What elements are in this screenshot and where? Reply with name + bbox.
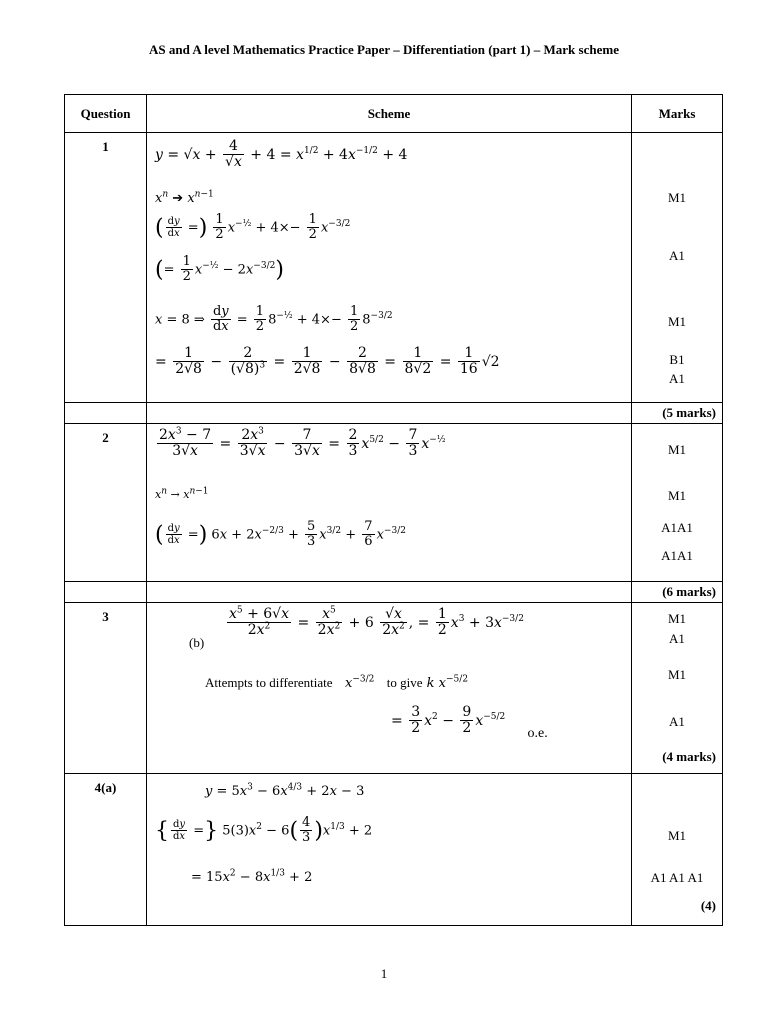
question-1-total-row	[65, 403, 723, 424]
question-4a-number: 4(a)	[65, 774, 147, 926]
question-2-number: 2	[65, 424, 147, 582]
header-marks: Marks	[632, 95, 723, 133]
q3-line-1: $\frac{x^5 + 6√x}{2x^2}$ = $\frac{x^5}{2x^2}$ + 6 $\frac{√x}{2x^2}$ , = $\frac{1}{2}$ $x^3 + 3x^{-3/2}$	[229, 605, 524, 639]
q1-mark-4: B1	[669, 352, 685, 367]
question-3-marks	[632, 603, 723, 774]
question-3-number: 3	[65, 603, 147, 774]
q1-line-4: (= $\frac{1}{2}$ $x^{-\frac{1}{2}} - 2x^{-3/2}$)	[155, 254, 284, 285]
question-3-row	[65, 603, 723, 774]
q2-mark-4: A1A1	[661, 548, 693, 563]
q4-total: (4)	[700, 898, 716, 913]
q2-mark-3: A1A1	[661, 520, 693, 535]
question-1-marks	[632, 133, 723, 403]
q3-mark-4: A1	[669, 714, 685, 729]
q3-part-b: (b)	[189, 635, 205, 650]
question-2-marks	[632, 424, 723, 582]
q2-line-2: $x^n \to x^{n-1}$	[155, 486, 209, 501]
question-1-number: 1	[65, 133, 147, 403]
q4-mark-2: A1 A1 A1	[650, 870, 704, 885]
question-4a-row	[65, 774, 723, 926]
q2-mark-1: M1	[667, 442, 687, 457]
question-1-row	[65, 133, 723, 403]
q1-line-3: ( $\frac{dy}{dx}$ =) $\frac{1}{2}$ $x^{-\frac{1}{2}} + 4\times-$ $\frac{1}{2}$ $x^{-3/2}$	[155, 212, 351, 243]
question-2-total-row	[65, 582, 723, 603]
mark-scheme-table	[64, 94, 723, 926]
q1-mark-2: A1	[669, 248, 685, 263]
q1-line-2: $x^n$ ➔ $x^{n-1}$	[155, 189, 214, 206]
q3-total: (4 marks)	[662, 749, 716, 764]
question-4a-marks	[632, 774, 723, 926]
q3-mark-2: A1	[669, 631, 685, 646]
question-3-scheme	[147, 603, 632, 774]
page-title: AS and A level Mathematics Practice Paper – Differentiation (part 1) – Mark scheme	[149, 42, 619, 57]
q1-line-5: x = 8 ⇒ $\frac{dy}{dx}$ = $\frac{1}{2}$ $8^{-\frac{1}{2}} + 4\times-$ $\frac{1}{2}$ $8^{-3/2}$	[155, 304, 393, 335]
q1-line-1: y = √x + $\frac{4}{√x}$ + $4 = x^{1/2} + 4x^{-1/2} + 4$	[155, 138, 408, 171]
q4-line-3: = $15x^2 - 8x^{1/3} + 2$	[191, 868, 313, 885]
q1-mark-5: A1	[669, 371, 685, 386]
q2-line-1: $\frac{2x^3 - 7}{3√x}$ = $\frac{2x^3}{3√x}$ − $\frac{7}{3√x}$ = $\frac{2}{3}$ $x^{5/2}$ − $\frac{7}{3}$ $x^{-\frac{1}{2}}$	[159, 426, 446, 460]
q1-mark-1: M1	[667, 190, 687, 205]
q3-mark-1: M1	[667, 611, 687, 626]
q3-oe: o.e.	[527, 725, 548, 741]
q2-line-3: ( $\frac{dy}{dx}$ =) $6x + 2x^{-2/3}$ + $\frac{5}{3}$ $x^{3/2}$ + $\frac{7}{6}$ $x^{-3/2}$	[155, 519, 406, 550]
page-number: 1	[380, 966, 388, 981]
question-2-scheme	[147, 424, 632, 582]
q3-mark-3: M1	[667, 667, 687, 682]
question-1-scheme	[147, 133, 632, 403]
question-4a-scheme	[147, 774, 632, 926]
q4-line-1: $y = 5x^3 - 6x^{4/3} + 2x - 3$	[205, 782, 365, 799]
header-row	[65, 95, 723, 133]
question-2-total: (6 marks)	[632, 582, 723, 603]
header-question: Question	[65, 95, 147, 133]
q3-line-3: = $\frac{3}{2}$ $x^2$ − $\frac{9}{2}$ $x^{-5/2}$ o.e.	[391, 704, 548, 741]
question-1-total: (5 marks)	[632, 403, 723, 424]
q3-attempt-text: Attempts to differentiate	[205, 675, 333, 690]
question-2-row	[65, 424, 723, 582]
q4-mark-1: M1	[667, 828, 687, 843]
q3-line-2: Attempts to differentiate $x^{-3/2}$ to give k $x^{-5/2}$	[205, 674, 469, 691]
q1-line-6: = $\frac{1}{2√8}$ − $\frac{2}{(√8)^3}$ = $\frac{1}{2√8}$ − $\frac{2}{8√8}$ = $\frac{1}{8√2}$ = $\frac{1}{16}$ √2	[155, 345, 500, 378]
header-scheme: Scheme	[147, 95, 632, 133]
q3-to-give: to give	[386, 675, 423, 690]
q1-mark-3: M1	[667, 314, 687, 329]
q2-mark-2: M1	[667, 488, 687, 503]
q4-line-2: { $\frac{dy}{dx}$ =} $5(3)x^2 - 6$( $\frac{4}{3}$ )$x^{1/3} + 2$	[155, 815, 373, 846]
